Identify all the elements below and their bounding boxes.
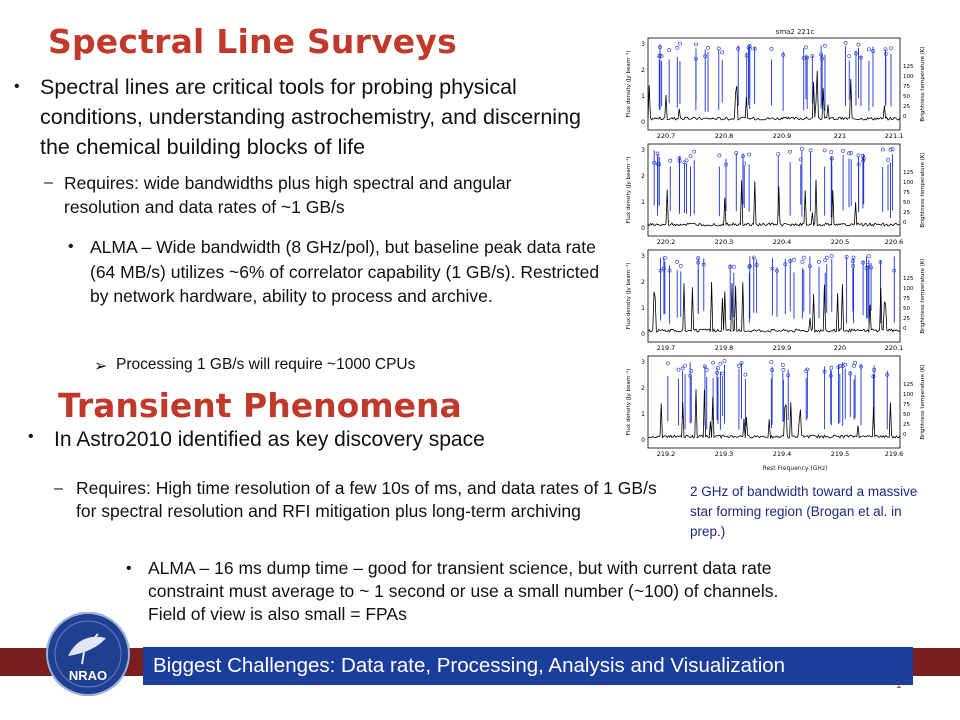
y-tick-right: 125 [903, 170, 914, 176]
figure-xlabel: Rest Frequency (GHz) [762, 465, 828, 472]
nrao-logo [46, 612, 130, 696]
y-axis-label-left: Flux density (Jy beam⁻¹) [626, 156, 632, 224]
x-tick-label: 220.2 [656, 238, 676, 246]
spectrum-panel-1 [648, 38, 900, 130]
x-tick-label: 219.4 [772, 450, 792, 458]
x-tick-label: 219.8 [714, 344, 734, 352]
bullet-text: Requires: High time resolution of a few 10s of ms, and data rates of 1 GB/s for spectral resolution and RFI mitigation plus long-term archiving [76, 478, 657, 521]
y-axis-label-left: Flux density (Jy beam⁻¹) [626, 262, 632, 330]
figure-caption: 2 GHz of bandwidth toward a massive star forming region (Brogan et al. in prep.) [690, 484, 918, 539]
y-tick-right: 75 [903, 84, 910, 90]
x-tick-label: 220.6 [884, 238, 904, 246]
x-tick-label: 221.1 [884, 132, 904, 140]
y-tick-left: 2 [641, 385, 645, 392]
bullet-dot: • [68, 238, 74, 255]
bullet-text: ALMA – Wide bandwidth (8 GHz/pol), but baseline peak data rate (64 MB/s) utilizes ~6% of correlator capability (1 GB/s). Restricted by network hardware, ability to process and archive. [90, 237, 600, 306]
figure-title: sma2 221c [775, 28, 815, 36]
y-tick-right: 0 [903, 432, 907, 438]
bullet-dot: • [126, 560, 132, 577]
y-tick-right: 25 [903, 104, 910, 110]
sub-bullet-requires-time-resolution [54, 477, 676, 523]
y-axis-label-right: Brightness temperature (K) [920, 364, 926, 440]
y-tick-left: 0 [641, 437, 645, 444]
x-tick-label: 219.7 [656, 344, 676, 352]
y-tick-left: 2 [641, 173, 645, 180]
y-axis-label-right: Brightness temperature (K) [920, 152, 926, 228]
x-tick-label: 220.8 [714, 132, 734, 140]
y-tick-right: 25 [903, 316, 910, 322]
y-tick-right: 50 [903, 412, 910, 418]
x-tick-label: 220.5 [830, 238, 850, 246]
y-tick-left: 3 [641, 147, 645, 154]
y-tick-right: 25 [903, 210, 910, 216]
y-tick-left: 0 [641, 331, 645, 338]
y-tick-left: 0 [641, 119, 645, 126]
y-tick-right: 125 [903, 276, 914, 282]
bullet-text: Requires: wide bandwidths plus high spectral and angular resolution and data rates of ~1 GB/s [64, 173, 512, 217]
y-tick-right: 0 [903, 326, 907, 332]
x-tick-label: 220.1 [884, 344, 904, 352]
y-tick-right: 125 [903, 382, 914, 388]
y-tick-left: 1 [641, 199, 645, 206]
y-tick-left: 3 [641, 359, 645, 366]
y-tick-left: 1 [641, 93, 645, 100]
y-axis-label-left: Flux density (Jy beam⁻¹) [626, 368, 632, 436]
logo-text: NRAO [68, 668, 108, 683]
y-axis-label-right: Brightness temperature (K) [920, 258, 926, 334]
y-tick-right: 0 [903, 114, 907, 120]
sub-bullet-requires-bandwidth [44, 171, 584, 219]
x-tick-label: 219.2 [656, 450, 676, 458]
y-tick-right: 100 [903, 392, 914, 398]
y-tick-right: 50 [903, 200, 910, 206]
y-tick-right: 0 [903, 220, 907, 226]
dash-marker: – [54, 480, 63, 497]
y-tick-right: 100 [903, 180, 914, 186]
spectrum-panel-4 [648, 356, 900, 448]
bullet-text: Spectral lines are critical tools for probing physical conditions, understanding astrochemistry, and discerning the chemical building blocks of life [40, 75, 581, 159]
x-tick-label: 221 [833, 132, 847, 140]
y-tick-right: 50 [903, 94, 910, 100]
spectral-survey-figure [620, 24, 950, 474]
x-tick-label: 219.3 [714, 450, 734, 458]
x-tick-label: 220.7 [656, 132, 676, 140]
bullet-dot: • [14, 78, 20, 95]
y-tick-right: 125 [903, 64, 914, 70]
bullet-text: Processing 1 GB/s will require ~1000 CPUs [116, 356, 416, 373]
x-tick-label: 220.9 [772, 132, 792, 140]
y-tick-left: 2 [641, 67, 645, 74]
bullet-text: In Astro2010 identified as key discovery space [54, 428, 485, 451]
x-tick-label: 220 [833, 344, 847, 352]
y-tick-left: 3 [641, 253, 645, 260]
y-tick-right: 75 [903, 190, 910, 196]
y-tick-right: 75 [903, 402, 910, 408]
section-title-spectral: Spectral Line Surveys [48, 22, 457, 61]
y-tick-right: 75 [903, 296, 910, 302]
y-tick-right: 50 [903, 306, 910, 312]
y-tick-left: 3 [641, 41, 645, 48]
sub-bullet-processing [94, 356, 416, 375]
y-tick-left: 1 [641, 305, 645, 312]
y-tick-left: 0 [641, 225, 645, 232]
y-tick-left: 2 [641, 279, 645, 286]
radio-dish-icon [46, 612, 130, 696]
y-axis-label-left: Flux density (Jy beam⁻¹) [626, 50, 632, 118]
challenges-banner: Biggest Challenges: Data rate, Processing, Analysis and Visualization [143, 647, 913, 685]
bullet-text: ALMA – 16 ms dump time – good for transient science, but with current data rate constraint must average to ~ 1 second or use a small number (~100) of channels. Field of view is also small = FPAs [148, 558, 779, 624]
bullet-spectral-lines [14, 72, 600, 162]
y-axis-label-right: Brightness temperature (K) [920, 46, 926, 122]
y-tick-right: 25 [903, 422, 910, 428]
x-tick-label: 219.9 [772, 344, 792, 352]
sub-bullet-alma-dump-time [126, 557, 808, 626]
x-tick-label: 220.4 [772, 238, 792, 246]
x-tick-label: 219.5 [830, 450, 850, 458]
sub-bullet-alma-bandwidth [68, 235, 600, 309]
y-tick-right: 100 [903, 74, 914, 80]
x-tick-label: 219.6 [884, 450, 904, 458]
bullet-astro2010 [28, 428, 485, 452]
arrow-marker: ➢ [94, 358, 108, 375]
dash-marker: – [44, 174, 53, 191]
y-tick-left: 1 [641, 411, 645, 418]
page-number: 1 [896, 680, 902, 691]
x-tick-label: 220.3 [714, 238, 734, 246]
y-tick-right: 100 [903, 286, 914, 292]
section-title-transient: Transient Phenomena [58, 386, 462, 425]
bullet-dot: • [28, 428, 34, 445]
